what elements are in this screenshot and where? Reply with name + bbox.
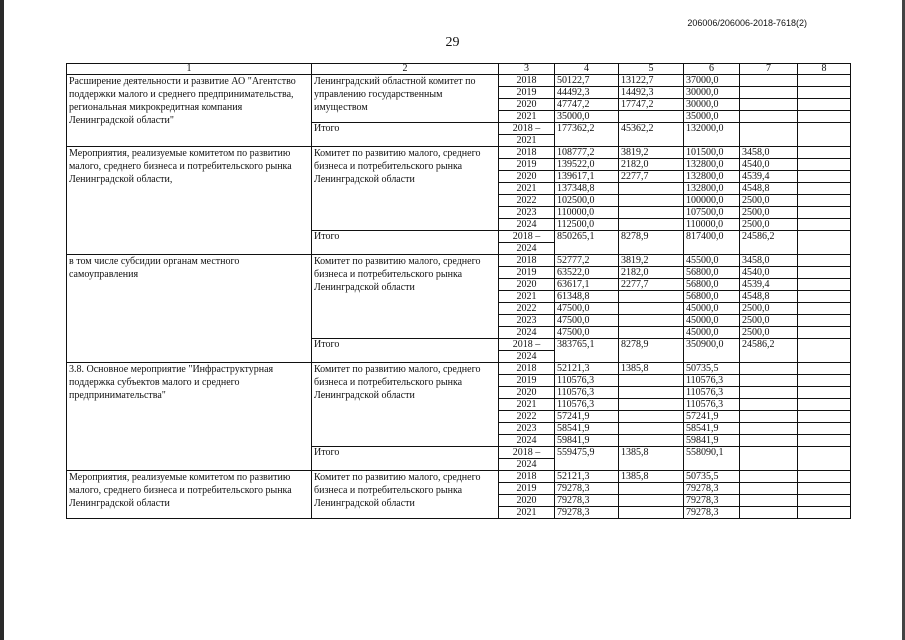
value-cell-c6: 58541,9 <box>684 423 740 435</box>
year-cell: 2020 <box>499 171 555 183</box>
total-value-c8 <box>798 339 851 363</box>
value-cell-c8 <box>798 411 851 423</box>
activity-description: Мероприятия, реализуемые комитетом по развитию малого, среднего бизнеса и потребительского рынка Ленинградской области <box>67 471 312 519</box>
value-cell-c7: 3458,0 <box>740 147 798 159</box>
value-cell-c4: 47747,2 <box>555 99 619 111</box>
value-cell-c4: 110576,3 <box>555 399 619 411</box>
year-cell: 2019 <box>499 483 555 495</box>
value-cell-c4: 63617,1 <box>555 279 619 291</box>
value-cell-c6: 110000,0 <box>684 219 740 231</box>
total-year-start: 2018 – <box>499 231 555 243</box>
value-cell-c4: 50122,7 <box>555 75 619 87</box>
total-year-start: 2018 – <box>499 123 555 135</box>
value-cell-c6: 37000,0 <box>684 75 740 87</box>
value-cell-c4: 102500,0 <box>555 195 619 207</box>
responsible-executor: Ленинградский областной комитет по управлению государственным имуществом <box>312 75 499 123</box>
total-value-c6: 558090,1 <box>684 447 740 471</box>
value-cell-c8 <box>798 75 851 87</box>
column-header-5: 5 <box>619 64 684 75</box>
total-value-c6: 817400,0 <box>684 231 740 255</box>
value-cell-c5: 2277,7 <box>619 279 684 291</box>
value-cell-c7 <box>740 399 798 411</box>
value-cell-c6: 50735,5 <box>684 363 740 375</box>
value-cell-c4: 47500,0 <box>555 327 619 339</box>
year-cell: 2021 <box>499 399 555 411</box>
value-cell-c6: 107500,0 <box>684 207 740 219</box>
value-cell-c5 <box>619 375 684 387</box>
value-cell-c7 <box>740 435 798 447</box>
value-cell-c5 <box>619 483 684 495</box>
year-cell: 2018 <box>499 363 555 375</box>
value-cell-c7 <box>740 495 798 507</box>
total-year-start: 2018 – <box>499 339 555 351</box>
value-cell-c5 <box>619 303 684 315</box>
value-cell-c5 <box>619 495 684 507</box>
value-cell-c6: 59841,9 <box>684 435 740 447</box>
value-cell-c6: 79278,3 <box>684 483 740 495</box>
value-cell-c5: 2277,7 <box>619 171 684 183</box>
column-header-8: 8 <box>798 64 851 75</box>
total-label: Итого <box>312 231 499 255</box>
document-code: 206006/206006-2018-7618(2) <box>687 18 807 28</box>
value-cell-c6: 56800,0 <box>684 291 740 303</box>
value-cell-c7: 2500,0 <box>740 303 798 315</box>
value-cell-c8 <box>798 279 851 291</box>
value-cell-c8 <box>798 471 851 483</box>
value-cell-c4: 52121,3 <box>555 471 619 483</box>
value-cell-c8 <box>798 327 851 339</box>
total-value-c4: 559475,9 <box>555 447 619 471</box>
year-cell: 2018 <box>499 471 555 483</box>
value-cell-c7: 2500,0 <box>740 315 798 327</box>
value-cell-c7: 2500,0 <box>740 207 798 219</box>
total-label: Итого <box>312 447 499 471</box>
total-value-c5: 8278,9 <box>619 231 684 255</box>
value-cell-c8 <box>798 507 851 519</box>
value-cell-c5 <box>619 195 684 207</box>
responsible-executor: Комитет по развитию малого, среднего бизнеса и потребительского рынка Ленинградской области <box>312 471 499 519</box>
value-cell-c8 <box>798 435 851 447</box>
value-cell-c7: 4539,4 <box>740 279 798 291</box>
value-cell-c6: 56800,0 <box>684 267 740 279</box>
value-cell-c6: 110576,3 <box>684 375 740 387</box>
budget-table <box>66 63 851 519</box>
total-value-c6: 350900,0 <box>684 339 740 363</box>
value-cell-c4: 47500,0 <box>555 315 619 327</box>
responsible-executor: Комитет по развитию малого, среднего бизнеса и потребительского рынка Ленинградской области <box>312 363 499 447</box>
total-value-c8 <box>798 231 851 255</box>
value-cell-c7 <box>740 111 798 123</box>
total-value-c7 <box>740 123 798 147</box>
value-cell-c7 <box>740 375 798 387</box>
value-cell-c6: 45000,0 <box>684 315 740 327</box>
value-cell-c4: 57241,9 <box>555 411 619 423</box>
value-cell-c8 <box>798 159 851 171</box>
value-cell-c5: 1385,8 <box>619 363 684 375</box>
value-cell-c7: 2500,0 <box>740 195 798 207</box>
table-row <box>67 75 851 87</box>
value-cell-c7: 4548,8 <box>740 183 798 195</box>
responsible-executor: Комитет по развитию малого, среднего бизнеса и потребительского рынка Ленинградской области <box>312 147 499 231</box>
year-cell: 2018 <box>499 255 555 267</box>
value-cell-c5: 3819,2 <box>619 147 684 159</box>
value-cell-c8 <box>798 291 851 303</box>
value-cell-c5: 2182,0 <box>619 159 684 171</box>
value-cell-c8 <box>798 363 851 375</box>
value-cell-c6: 132800,0 <box>684 183 740 195</box>
value-cell-c4: 59841,9 <box>555 435 619 447</box>
value-cell-c8 <box>798 303 851 315</box>
total-year-end: 2021 <box>499 135 555 147</box>
value-cell-c8 <box>798 219 851 231</box>
value-cell-c5: 17747,2 <box>619 99 684 111</box>
total-label: Итого <box>312 123 499 147</box>
year-cell: 2021 <box>499 291 555 303</box>
value-cell-c4: 110576,3 <box>555 387 619 399</box>
year-cell: 2018 <box>499 147 555 159</box>
total-value-c4: 850265,1 <box>555 231 619 255</box>
year-cell: 2019 <box>499 87 555 99</box>
value-cell-c5: 2182,0 <box>619 267 684 279</box>
value-cell-c5 <box>619 207 684 219</box>
value-cell-c6: 45000,0 <box>684 303 740 315</box>
column-header-6: 6 <box>684 64 740 75</box>
value-cell-c7: 4540,0 <box>740 267 798 279</box>
value-cell-c5 <box>619 111 684 123</box>
value-cell-c8 <box>798 267 851 279</box>
year-cell: 2021 <box>499 507 555 519</box>
total-value-c4: 177362,2 <box>555 123 619 147</box>
year-cell: 2021 <box>499 111 555 123</box>
value-cell-c6: 50735,5 <box>684 471 740 483</box>
value-cell-c4: 112500,0 <box>555 219 619 231</box>
value-cell-c5: 1385,8 <box>619 471 684 483</box>
total-value-c8 <box>798 447 851 471</box>
total-year-end: 2024 <box>499 243 555 255</box>
value-cell-c7 <box>740 483 798 495</box>
total-value-c5: 1385,8 <box>619 447 684 471</box>
year-cell: 2020 <box>499 99 555 111</box>
table-row <box>67 471 851 483</box>
total-year-start: 2018 – <box>499 447 555 459</box>
total-value-c5: 8278,9 <box>619 339 684 363</box>
total-value-c7 <box>740 447 798 471</box>
value-cell-c8 <box>798 195 851 207</box>
value-cell-c8 <box>798 207 851 219</box>
value-cell-c6: 45500,0 <box>684 255 740 267</box>
value-cell-c8 <box>798 375 851 387</box>
activity-description: Расширение деятельности и развитие АО "Агентство поддержки малого и среднего предпринимательства, региональная микрокредитная компания Ленинградской области" <box>67 75 312 147</box>
total-value-c7: 24586,2 <box>740 339 798 363</box>
table-header-row <box>67 64 851 75</box>
value-cell-c6: 45000,0 <box>684 327 740 339</box>
year-cell: 2023 <box>499 423 555 435</box>
value-cell-c8 <box>798 387 851 399</box>
total-value-c5: 45362,2 <box>619 123 684 147</box>
value-cell-c4: 63522,0 <box>555 267 619 279</box>
value-cell-c4: 61348,8 <box>555 291 619 303</box>
value-cell-c6: 110576,3 <box>684 387 740 399</box>
scan-left-edge <box>0 0 4 640</box>
value-cell-c8 <box>798 423 851 435</box>
year-cell: 2022 <box>499 303 555 315</box>
value-cell-c5: 3819,2 <box>619 255 684 267</box>
year-cell: 2021 <box>499 183 555 195</box>
value-cell-c6: 30000,0 <box>684 87 740 99</box>
value-cell-c4: 139617,1 <box>555 171 619 183</box>
value-cell-c6: 35000,0 <box>684 111 740 123</box>
value-cell-c5: 13122,7 <box>619 75 684 87</box>
table-row <box>67 147 851 159</box>
value-cell-c4: 35000,0 <box>555 111 619 123</box>
value-cell-c7 <box>740 87 798 99</box>
value-cell-c8 <box>798 147 851 159</box>
value-cell-c5 <box>619 327 684 339</box>
value-cell-c4: 110000,0 <box>555 207 619 219</box>
responsible-executor: Комитет по развитию малого, среднего бизнеса и потребительского рынка Ленинградской области <box>312 255 499 339</box>
value-cell-c5 <box>619 219 684 231</box>
value-cell-c7 <box>740 471 798 483</box>
activity-description: 3.8. Основное мероприятие "Инфраструктурная поддержка субъектов малого и среднего предпринимательства" <box>67 363 312 471</box>
value-cell-c7 <box>740 363 798 375</box>
total-year-end: 2024 <box>499 351 555 363</box>
value-cell-c6: 132800,0 <box>684 171 740 183</box>
value-cell-c5 <box>619 387 684 399</box>
column-header-7: 7 <box>740 64 798 75</box>
value-cell-c8 <box>798 99 851 111</box>
year-cell: 2022 <box>499 411 555 423</box>
year-cell: 2022 <box>499 195 555 207</box>
value-cell-c7 <box>740 99 798 111</box>
value-cell-c5: 14492,3 <box>619 87 684 99</box>
value-cell-c4: 47500,0 <box>555 303 619 315</box>
year-cell: 2023 <box>499 207 555 219</box>
value-cell-c7: 4548,8 <box>740 291 798 303</box>
total-label: Итого <box>312 339 499 363</box>
value-cell-c7 <box>740 75 798 87</box>
value-cell-c4: 110576,3 <box>555 375 619 387</box>
value-cell-c4: 139522,0 <box>555 159 619 171</box>
value-cell-c5 <box>619 411 684 423</box>
year-cell: 2024 <box>499 435 555 447</box>
year-cell: 2020 <box>499 495 555 507</box>
year-cell: 2024 <box>499 327 555 339</box>
value-cell-c4: 108777,2 <box>555 147 619 159</box>
value-cell-c7: 4539,4 <box>740 171 798 183</box>
value-cell-c6: 56800,0 <box>684 279 740 291</box>
year-cell: 2019 <box>499 375 555 387</box>
value-cell-c8 <box>798 255 851 267</box>
value-cell-c8 <box>798 315 851 327</box>
value-cell-c6: 79278,3 <box>684 495 740 507</box>
activity-description: в том числе субсидии органам местного самоуправления <box>67 255 312 363</box>
value-cell-c7 <box>740 387 798 399</box>
value-cell-c4: 52777,2 <box>555 255 619 267</box>
value-cell-c5 <box>619 399 684 411</box>
value-cell-c4: 58541,9 <box>555 423 619 435</box>
value-cell-c5 <box>619 435 684 447</box>
year-cell: 2024 <box>499 219 555 231</box>
value-cell-c7 <box>740 411 798 423</box>
value-cell-c5 <box>619 423 684 435</box>
total-value-c8 <box>798 123 851 147</box>
value-cell-c5 <box>619 291 684 303</box>
year-cell: 2020 <box>499 387 555 399</box>
column-header-2: 2 <box>312 64 499 75</box>
value-cell-c6: 57241,9 <box>684 411 740 423</box>
year-cell: 2018 <box>499 75 555 87</box>
column-header-4: 4 <box>555 64 619 75</box>
column-header-3: 3 <box>499 64 555 75</box>
value-cell-c7: 3458,0 <box>740 255 798 267</box>
total-value-c7: 24586,2 <box>740 231 798 255</box>
page-number: 29 <box>445 35 460 50</box>
value-cell-c4: 44492,3 <box>555 87 619 99</box>
value-cell-c4: 137348,8 <box>555 183 619 195</box>
value-cell-c5 <box>619 183 684 195</box>
value-cell-c7 <box>740 507 798 519</box>
year-cell: 2019 <box>499 159 555 171</box>
table-row <box>67 255 851 267</box>
total-value-c4: 383765,1 <box>555 339 619 363</box>
value-cell-c5 <box>619 507 684 519</box>
value-cell-c5 <box>619 315 684 327</box>
value-cell-c6: 101500,0 <box>684 147 740 159</box>
value-cell-c7: 4540,0 <box>740 159 798 171</box>
value-cell-c6: 100000,0 <box>684 195 740 207</box>
value-cell-c7: 2500,0 <box>740 219 798 231</box>
value-cell-c4: 52121,3 <box>555 363 619 375</box>
value-cell-c7: 2500,0 <box>740 327 798 339</box>
value-cell-c8 <box>798 399 851 411</box>
year-cell: 2020 <box>499 279 555 291</box>
year-cell: 2023 <box>499 315 555 327</box>
total-year-end: 2024 <box>499 459 555 471</box>
value-cell-c4: 79278,3 <box>555 507 619 519</box>
value-cell-c8 <box>798 87 851 99</box>
column-header-1: 1 <box>67 64 312 75</box>
value-cell-c6: 79278,3 <box>684 507 740 519</box>
activity-description: Мероприятия, реализуемые комитетом по развитию малого, среднего бизнеса и потребительского рынка Ленинградской области, <box>67 147 312 255</box>
value-cell-c8 <box>798 495 851 507</box>
value-cell-c8 <box>798 171 851 183</box>
value-cell-c8 <box>798 111 851 123</box>
value-cell-c4: 79278,3 <box>555 483 619 495</box>
value-cell-c8 <box>798 483 851 495</box>
value-cell-c7 <box>740 423 798 435</box>
table-row <box>67 363 851 375</box>
total-value-c6: 132000,0 <box>684 123 740 147</box>
value-cell-c4: 79278,3 <box>555 495 619 507</box>
value-cell-c6: 132800,0 <box>684 159 740 171</box>
value-cell-c6: 110576,3 <box>684 399 740 411</box>
value-cell-c8 <box>798 183 851 195</box>
value-cell-c6: 30000,0 <box>684 99 740 111</box>
year-cell: 2019 <box>499 267 555 279</box>
